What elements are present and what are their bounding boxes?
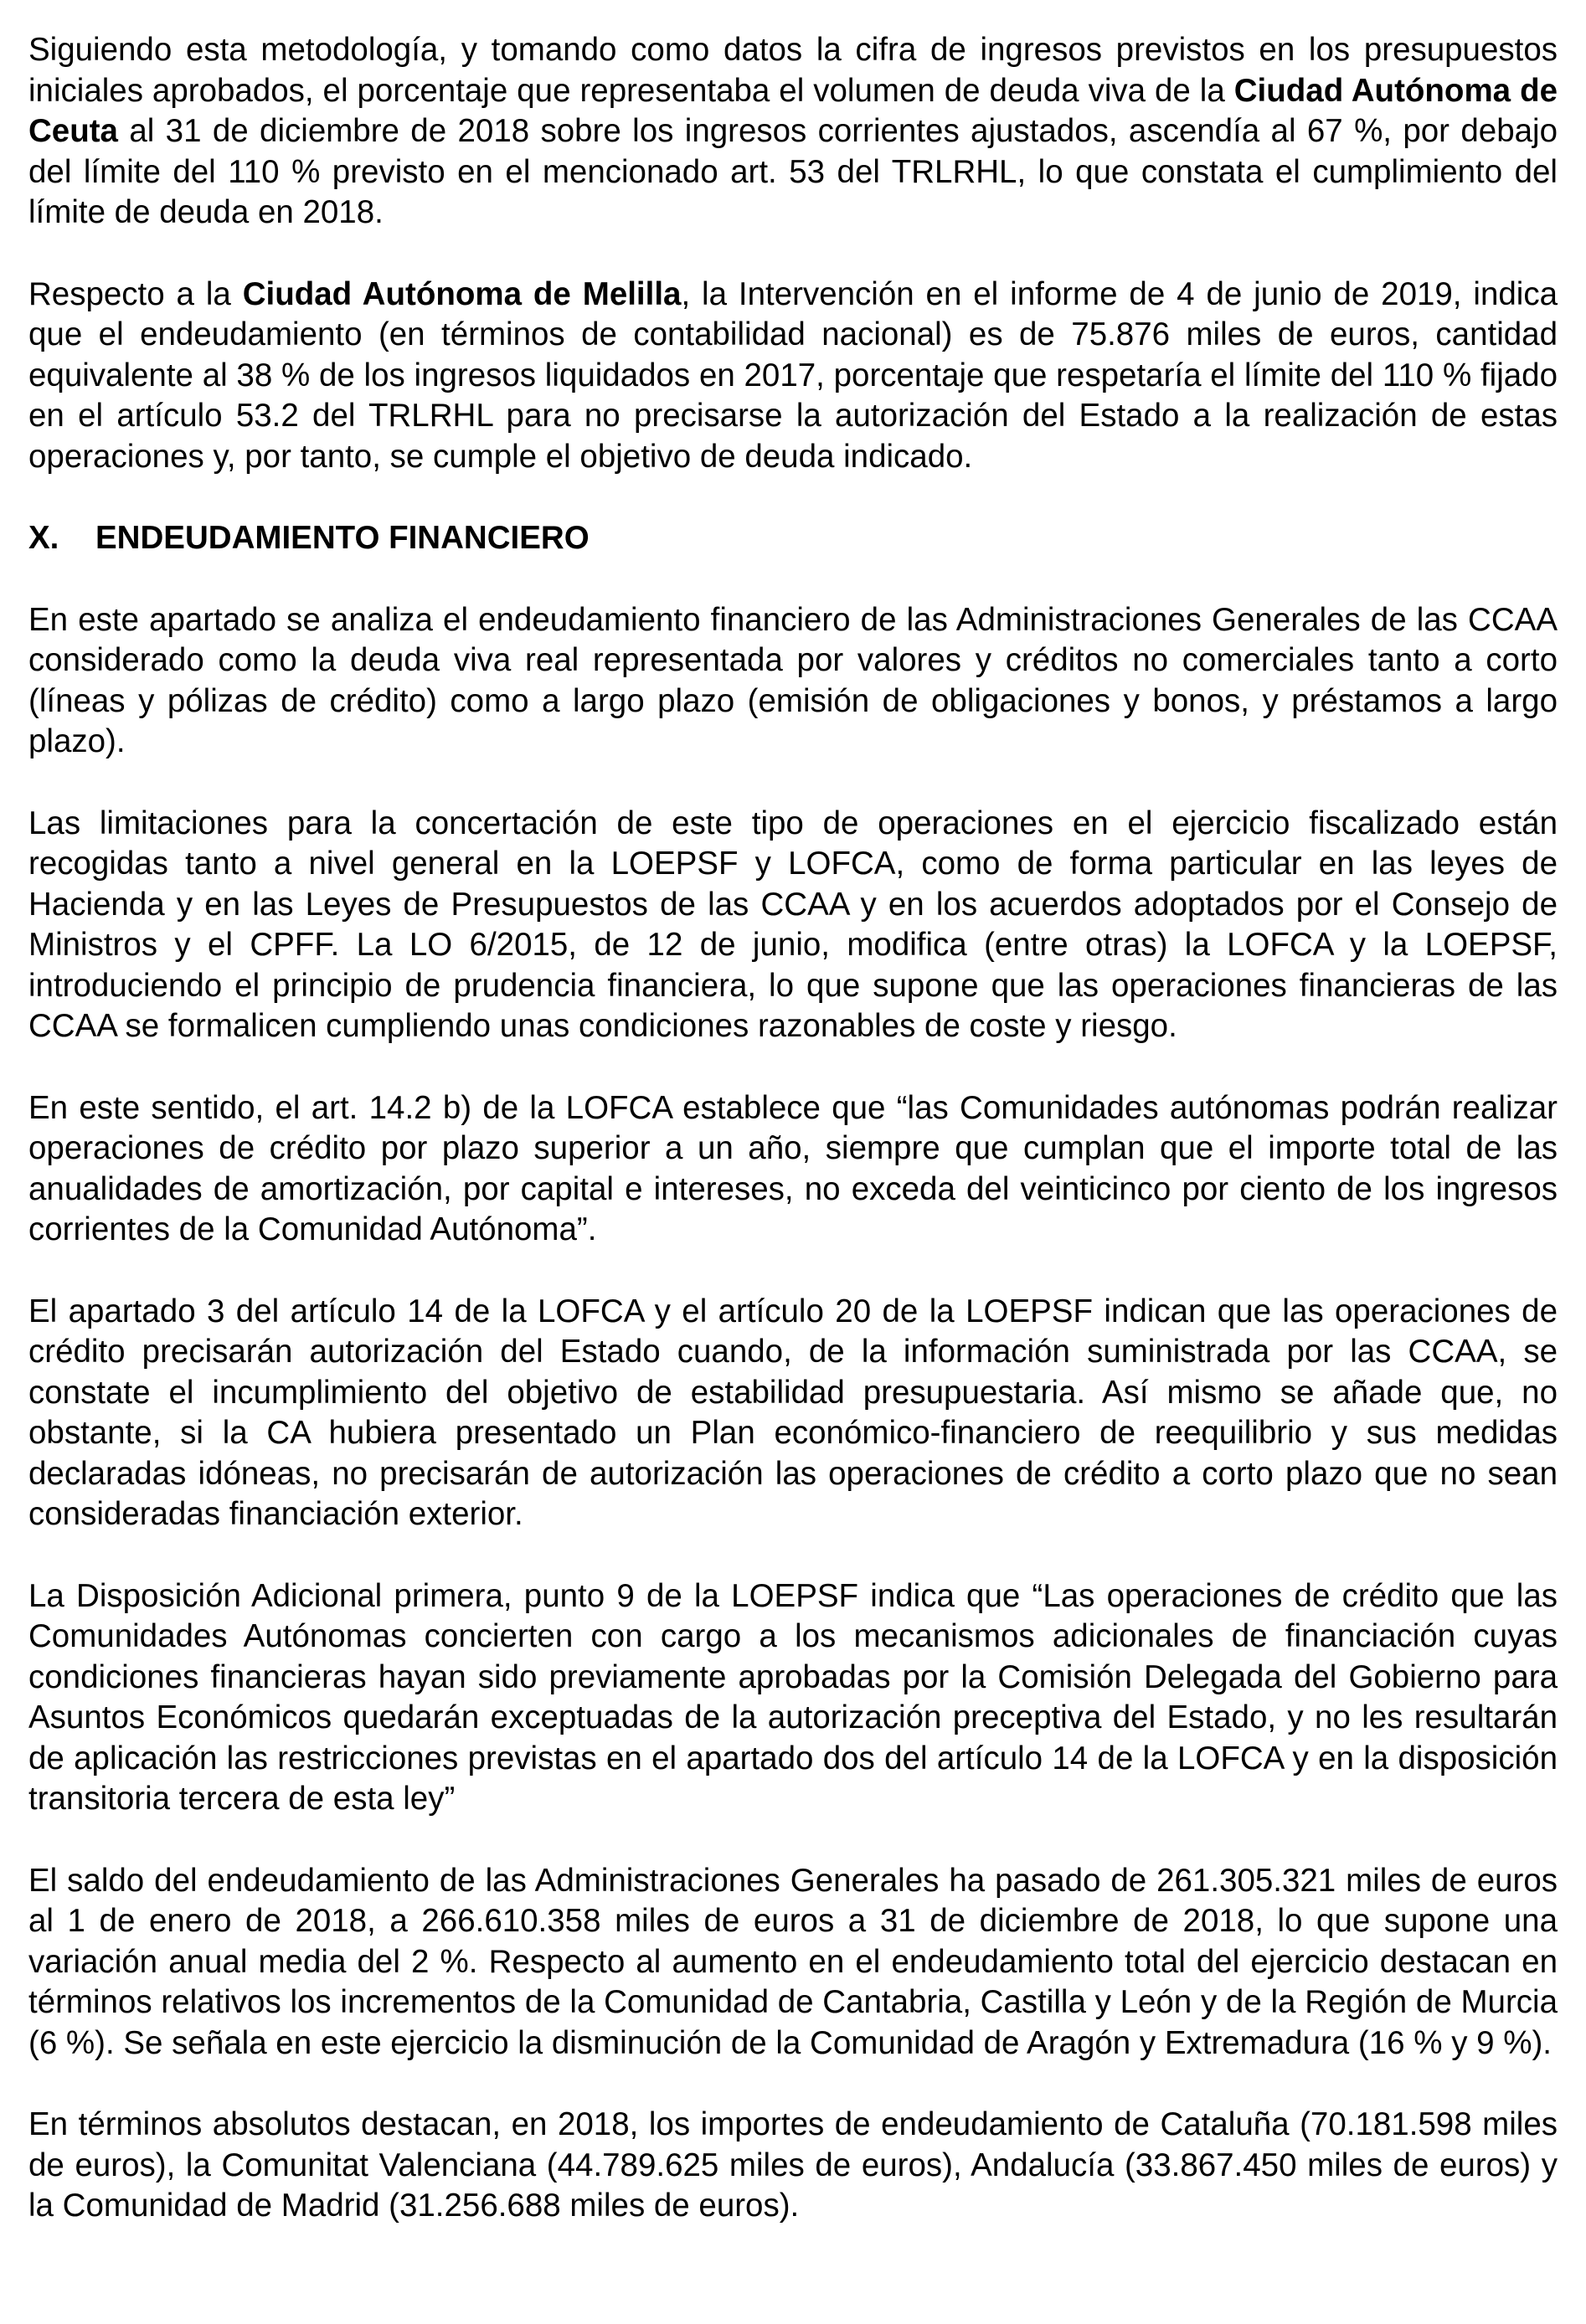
bold-melilla: Ciudad Autónoma de Melilla: [242, 275, 682, 312]
section-title: ENDEUDAMIENTO FINANCIERO: [95, 520, 590, 556]
paragraph-definition: En este apartado se analiza el endeudamiento financiero de las Administraciones Generales de las CCAA considerado como la deuda viva real representada por valores y créditos no comerciales tanto a corto (líneas y pólizas de crédito) como a largo plazo (emisión de obligaciones y bonos, y préstamos a largo plazo).: [28, 601, 1558, 759]
section-heading: [28, 518, 1558, 559]
paragraph-text: al 31 de diciembre de 2018 sobre los ingresos corrientes ajustados, ascendía al 67 %, por debajo del límite del 110 % previsto en el mencionado art. 53 del TRLRHL, lo que constata el cumplimiento del límite de deuda en 2018.: [28, 113, 1558, 230]
paragraph-text: , la Intervención en el informe de 4 de junio de 2019, indica que el endeudamiento (en términos de contabilidad nacional) es de 75.876 miles de euros, cantidad equivalente al 38 % de los ingresos liquidados en 2017, porcentaje que respetaría el límite del 110 % fijado en el artículo 53.2 del TRLRHL para no precisarse la autorización del Estado a la realización de estas operaciones y, por tanto, se cumple el objetivo de deuda indicado.: [28, 275, 1558, 475]
paragraph-limitations: Las limitaciones para la concertación de este tipo de operaciones en el ejercicio fiscalizado están recogidas tanto a nivel general en la LOEPSF y LOFCA, como de forma particular en las leyes de Hacienda y en las Leyes de Presupuestos de las CCAA y en los acuerdos adoptados por el Consejo de Ministros y el CPFF. La LO 6/2015, de 12 de junio, modifica (entre otras) la LOFCA y la LOEPSF, introduciendo el principio de prudencia financiera, lo que supone que las operaciones financieras de las CCAA se formalicen cumpliendo unas condiciones razonables de coste y riesgo.: [28, 805, 1558, 1044]
paragraph-authorization: El apartado 3 del artículo 14 de la LOFCA y el artículo 20 de la LOEPSF indican que las operaciones de crédito precisarán autorización del Estado cuando, de la información suministrada por las CCAA, se constate el incumplimiento del objetivo de estabilidad presupuestaria. Así mismo se añade que, no obstante, si la CA hubiera presentado un Plan económico-financiero de reequilibrio y sus medidas declaradas idóneas, no precisarán de autorización las operaciones de crédito a corto plazo que no sean consideradas financiación exterior.: [28, 1293, 1558, 1532]
paragraph-disposicion-adicional: La Disposición Adicional primera, punto 9 de la LOEPSF indica que “Las operaciones de crédito que las Comunidades Autónomas concierten con cargo a los mecanismos adicionales de financiación cuyas condiciones financieras hayan sido previamente aprobadas por la Comisión Delegada del Gobierno para Asuntos Económicos quedarán exceptuadas de la autorización preceptiva del Estado, y no les resultarán de aplicación las restricciones previstas en el apartado dos del artículo 14 de la LOFCA y en la disposición transitoria tercera de esta ley”: [28, 1577, 1558, 1817]
bold-ceuta: Ciudad Autónoma de Ceuta: [28, 72, 1558, 149]
paragraph-ceuta: [28, 30, 1558, 234]
paragraph-balance: El saldo del endeudamiento de las Administraciones Generales ha pasado de 261.305.321 miles de euros al 1 de enero de 2018, a 266.610.358 miles de euros a 31 de diciembre de 2018, lo que supone una variación anual media del 2 %. Respecto al aumento en el endeudamiento total del ejercicio destacan en términos relativos los incrementos de la Comunidad de Cantabria, Castilla y León y de la Región de Murcia (6 %). Se señala en este ejercicio la disminución de la Comunidad de Aragón y Extremadura (16 % y 9 %).: [28, 1862, 1558, 2061]
paragraph-lofca-article: En este sentido, el art. 14.2 b) de la LOFCA establece que “las Comunidades autónomas podrán realizar operaciones de crédito por plazo superior a un año, siempre que cumplan que el importe total de las anualidades de amortización, por capital e intereses, no exceda del veinticinco por ciento de los ingresos corrientes de la Comunidad Autónoma”.: [28, 1089, 1558, 1247]
paragraph-text: Siguiendo esta metodología, y tomando como datos la cifra de ingresos previstos en los presupuestos iniciales aprobados, el porcentaje que representaba el volumen de deuda viva de la: [28, 32, 1558, 109]
document-page: [28, 30, 1558, 2268]
paragraph-text: Respecto a la: [28, 275, 243, 312]
paragraph-melilla: [28, 275, 1558, 478]
section-number: X.: [28, 520, 59, 556]
paragraph-absolute-terms: En términos absolutos destacan, en 2018, los importes de endeudamiento de Cataluña (70.181.598 miles de euros), la Comunitat Valenciana (44.789.625 miles de euros), Andalucía (33.867.450 miles de euros) y la Comunidad de Madrid (31.256.688 miles de euros).: [28, 2106, 1558, 2224]
